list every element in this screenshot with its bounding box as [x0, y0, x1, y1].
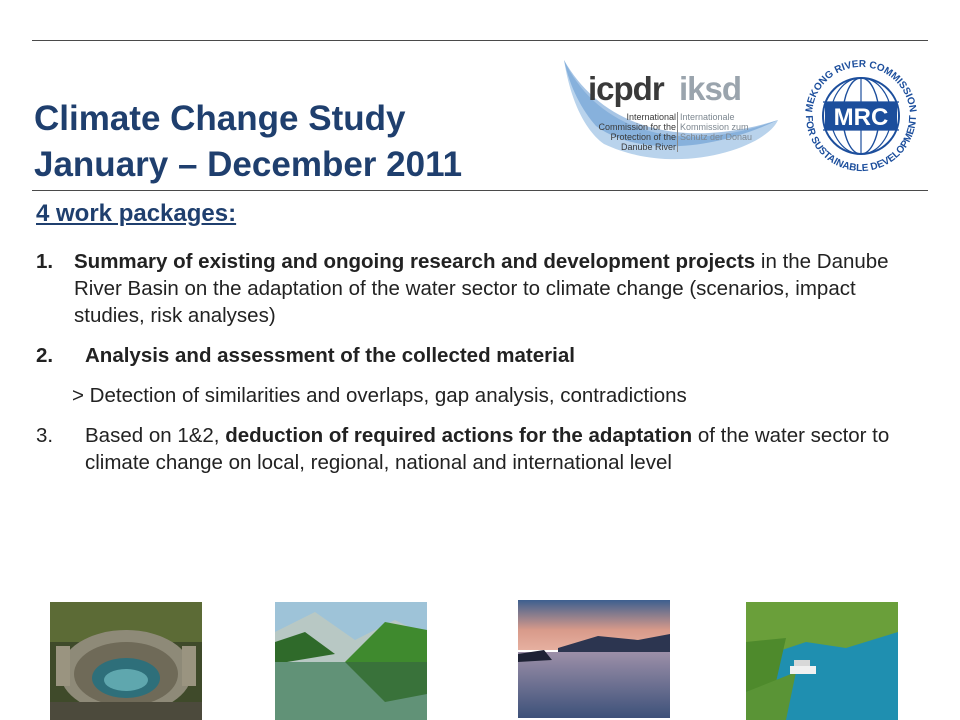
mrc-ring-top: MEKONG RIVER COMMISSION	[804, 58, 918, 114]
iksd-wordmark: iksd	[679, 70, 742, 107]
item-text: Analysis and assessment of the collected material	[85, 344, 575, 367]
item-number: 2.	[36, 344, 54, 367]
item-bold-text: deduction of required actions for the adaptation	[225, 424, 693, 447]
list-item	[36, 342, 916, 369]
icpdr-wordmark: icpdr	[588, 70, 664, 107]
river-dusk-photo	[518, 600, 670, 718]
icpdr-english-name: International Commission for the Protection of the Danube River	[598, 112, 676, 152]
slide-title	[34, 96, 462, 188]
work-package-list	[36, 248, 916, 489]
item-rest-text: in the Danube River Basin on the adaptation of the water sector to climate change (scenarios, impact studies, risk analyses)	[74, 250, 889, 327]
item-bold-text: Summary of existing and ongoing research and development projects	[74, 250, 756, 273]
sub-point: > Detection of similarities and overlaps, gap analysis, contradictions	[72, 384, 687, 407]
logo-divider	[677, 112, 678, 152]
item-number: 3.	[36, 424, 54, 447]
mrc-initials: MRC	[833, 104, 889, 131]
icpdr-logo	[556, 58, 782, 168]
item-number: 1.	[36, 250, 54, 273]
list-item	[36, 422, 916, 476]
title-line-1: Climate Change Study	[34, 99, 406, 138]
item-pre-text: Based on 1&2,	[85, 424, 226, 447]
item-text	[36, 422, 916, 476]
section-heading: 4 work packages:	[36, 200, 237, 227]
title-line-2: January – December 2011	[34, 145, 463, 184]
mrc-ring-bottom: FOR SUSTAINABLE DEVELOPMENT	[802, 115, 920, 175]
list-item	[36, 248, 916, 329]
wetland-boat-photo	[746, 602, 898, 720]
mrc-emblem-icon	[798, 50, 924, 180]
top-rule	[32, 40, 928, 41]
icpdr-german-name: Internationale Kommission zum Schutz der Donau	[680, 112, 753, 142]
item-text	[36, 248, 916, 329]
title-rule	[32, 190, 928, 191]
mrc-logo	[798, 50, 924, 180]
historic-well-fountain-photo	[50, 602, 202, 720]
item-rest-text: of the water sector to climate change on local, regional, national and international level	[85, 424, 890, 474]
mountain-lake-photo	[275, 602, 427, 720]
